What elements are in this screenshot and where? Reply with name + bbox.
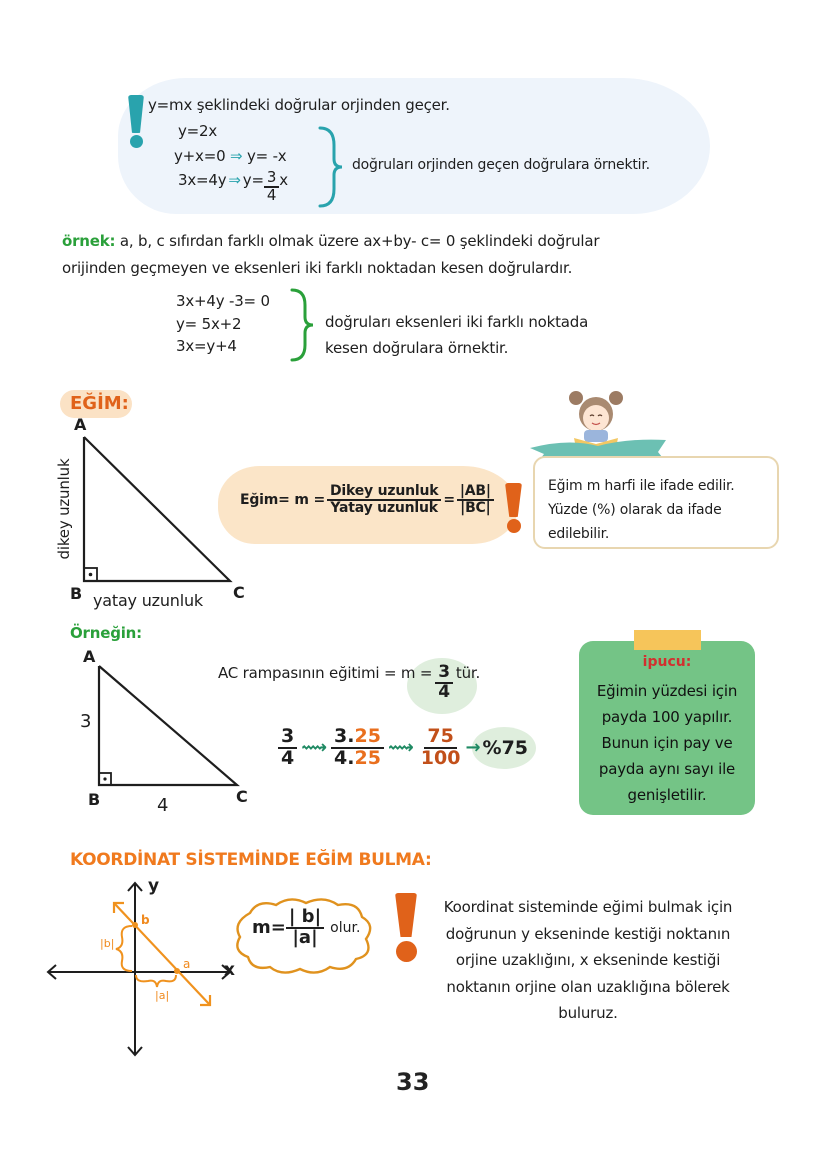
example2-eq-2: y= 5x+2: [176, 315, 242, 333]
x-axis-label: x: [224, 960, 235, 980]
example-eq-3: 3x=4y ⇒ y= $\frac{3}{4}$ x: [178, 168, 288, 204]
coord-explanation: Koordinat sisteminde eğimi bulmak için doğrunun y ekseninde kestiği noktanın orjine uzaklığını, x ekseninde kestiği noktanın orjine olan uzaklığına bölerek buluruz.: [443, 898, 733, 1022]
vertex-b: B: [70, 584, 82, 603]
coordinate-graph: [40, 875, 250, 1060]
y-axis-label: y: [148, 876, 159, 896]
arrow-right-icon: →: [465, 737, 481, 759]
tip-text: Eğimin yüzdesi için payda 100 yapılır. Bunun için pay ve payda aynı sayı ile genişletilir.: [596, 682, 738, 804]
slope-note: Eğim m harfi ile ifade edilir. Yüzde (%) olarak da ifade edilebilir.: [548, 478, 735, 542]
point-a-label: a: [183, 957, 191, 971]
side-ab-length: 3: [80, 711, 92, 732]
example2-eq-1: 3x+4y -3= 0: [176, 292, 270, 310]
implies-arrow-icon: ⇒: [230, 147, 243, 165]
origin-intro: y=mx şeklindeki doğrular orjinden geçer.: [148, 96, 450, 114]
percent-chain: $\frac{3}{4}$ ⟿ $\frac{3.25}{4.25}$ ⟿ $\frac{75}{100}$ → %75: [278, 727, 528, 769]
instance-title: Örneğin:: [70, 624, 142, 642]
page-number: 33: [396, 1068, 430, 1096]
example2-eq-3: 3x=y+4: [176, 337, 237, 355]
vertex-c: C: [233, 583, 245, 602]
example-eq-1: y=2x: [178, 122, 218, 140]
example2-conclusion-2: kesen doğrulara örnektir.: [325, 339, 509, 357]
horizontal-length-label: yatay uzunluk: [93, 591, 203, 610]
vertex-a: A: [83, 647, 96, 666]
tip-title: ipucu:: [642, 654, 692, 670]
coord-formula: m= $\frac{| b|}{|a|}$ olur.: [252, 906, 361, 948]
arrow-right-icon: ⟿: [301, 737, 328, 759]
percent-result: %75: [482, 736, 529, 759]
example-eq-2: y+x=0 ⇒ y= -x: [174, 147, 287, 165]
right-brace-icon: [288, 287, 318, 363]
arrow-right-icon: ⟿: [387, 737, 414, 759]
vertex-a: A: [74, 415, 87, 434]
origin-conclusion: doğruları orjinden geçen doğrulara örnektir.: [352, 157, 650, 173]
example-paragraph: örnek: a, b, c sıfırdan farklı olmak üzere ax+by- c= 0 şeklindeki doğrular: [62, 232, 600, 250]
abs-a-label: |a|: [155, 989, 170, 1002]
tape-decoration: [634, 630, 701, 650]
point-b-label: b: [141, 913, 150, 927]
vertex-b: B: [88, 790, 100, 809]
instance-statement: AC rampasının eğitimi = m = $\frac{3}{4}$ tür.: [218, 662, 481, 702]
example-label: örnek:: [62, 232, 116, 250]
vertical-length-label: dikey uzunluk: [55, 458, 73, 560]
example2-conclusion-1: doğruları eksenleri iki farklı noktada: [325, 313, 589, 331]
fraction-3-4: $\frac{3}{4}$: [264, 170, 279, 204]
implies-arrow-icon: ⇒: [228, 171, 241, 189]
coord-title: KOORDİNAT SİSTEMİNDE EĞİM BULMA:: [70, 850, 432, 870]
abs-b-label: |b|: [100, 937, 115, 950]
example-paragraph-line2: orijinden geçmeyen ve eksenleri iki farklı noktadan kesen doğrulardır.: [62, 259, 573, 277]
slope-title: EĞİM:: [70, 393, 129, 414]
side-bc-length: 4: [157, 795, 169, 816]
slope-formula: Eğim= m = $\frac{\text{Dikey uzunluk}}{\text{Yatay uzunluk}}$ = $\frac{|AB|}{|BC|}$: [240, 484, 494, 515]
right-brace-icon: [316, 125, 346, 209]
vertex-c: C: [236, 787, 248, 806]
